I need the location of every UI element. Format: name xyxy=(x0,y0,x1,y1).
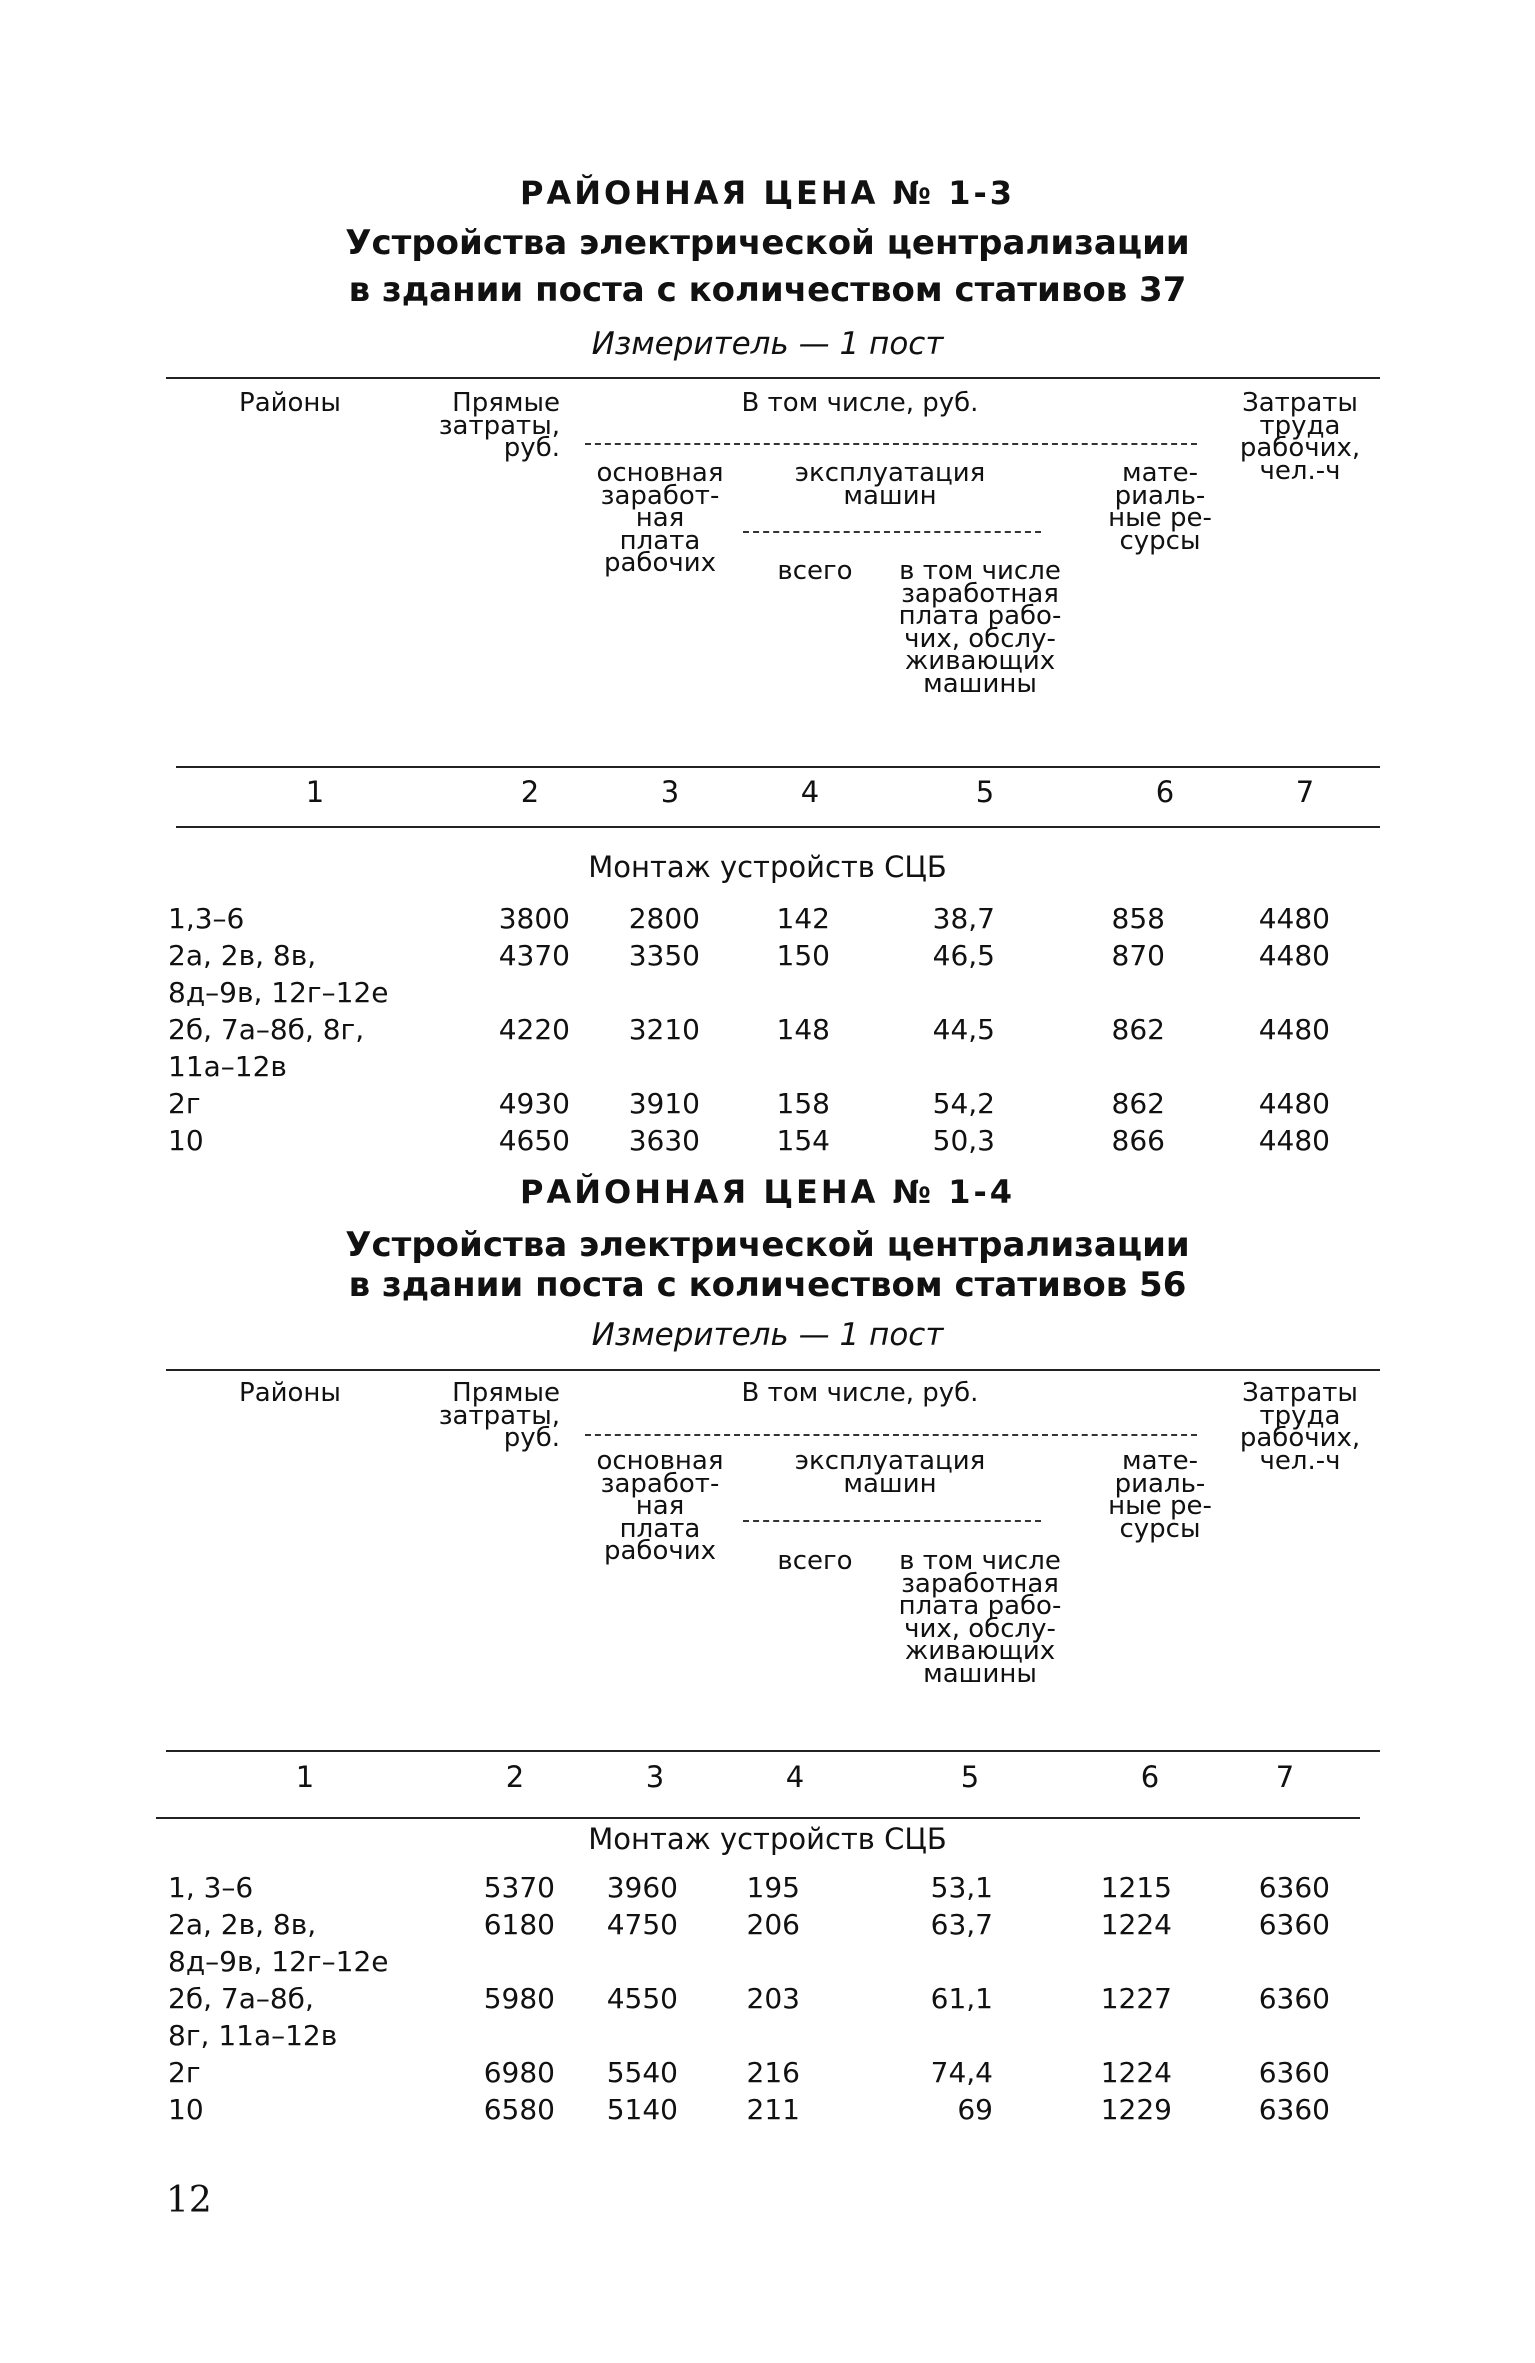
section-title: Монтаж устройств СЦБ xyxy=(588,850,947,884)
total-cell: 206 xyxy=(746,1908,800,1941)
header-machine-operation: эксплуатация машин xyxy=(794,1446,986,1499)
numbers-bottom-rule xyxy=(176,826,1380,828)
materials-cell: 866 xyxy=(1111,1124,1165,1157)
total-cell: 150 xyxy=(776,939,830,972)
direct-cell: 6580 xyxy=(483,2093,555,2126)
region-cell: 2б, 7а–8б, 8г, 11а–12в xyxy=(168,1982,338,2052)
table-title: РАЙОННАЯ ЦЕНА № 1-3 xyxy=(520,174,1015,212)
machine-wage-cell: 44,5 xyxy=(932,1013,995,1046)
total-cell: 154 xyxy=(776,1124,830,1157)
header-materials: мате- риаль- ные ре- сурсы xyxy=(1108,458,1212,556)
machine-wage-cell: 54,2 xyxy=(932,1087,995,1120)
labor-cell: 4480 xyxy=(1258,1087,1330,1120)
header-dashed-rule xyxy=(585,1434,1197,1436)
wage-cell: 3350 xyxy=(628,939,700,972)
materials-cell: 870 xyxy=(1111,939,1165,972)
col-number-2: 2 xyxy=(505,1760,525,1794)
page-number: 12 xyxy=(166,2180,212,2221)
measure-unit: Измеритель — 1 пост xyxy=(591,1317,944,1353)
header-regions: Районы xyxy=(239,388,341,418)
header-labor: Затраты труда рабочих, чел.-ч xyxy=(1239,388,1361,486)
total-cell: 148 xyxy=(776,1013,830,1046)
wage-cell: 3910 xyxy=(628,1087,700,1120)
direct-cell: 6980 xyxy=(483,2056,555,2089)
machine-dashed-rule xyxy=(743,1520,1041,1522)
col-number-3: 3 xyxy=(645,1760,665,1794)
wage-cell: 4750 xyxy=(606,1908,678,1941)
header-bottom-rule xyxy=(166,1750,1380,1752)
header-direct-costs: Прямые затраты, руб. xyxy=(438,1378,560,1453)
wage-cell: 2800 xyxy=(628,902,700,935)
region-cell: 2б, 7а–8б, 8г, 11а–12в xyxy=(168,1013,365,1083)
total-cell: 203 xyxy=(746,1982,800,2015)
header-machine-operation: эксплуатация машин xyxy=(794,458,986,511)
col-number-5: 5 xyxy=(975,775,995,809)
wage-cell: 4550 xyxy=(606,1982,678,2015)
col-number-2: 2 xyxy=(520,775,540,809)
total-cell: 142 xyxy=(776,902,830,935)
total-cell: 216 xyxy=(746,2056,800,2089)
total-cell: 211 xyxy=(746,2093,800,2126)
col-number-7: 7 xyxy=(1295,775,1315,809)
materials-cell: 1224 xyxy=(1100,1908,1172,1941)
direct-cell: 4650 xyxy=(498,1124,570,1157)
header-basic-wage: основная заработ- ная плата рабочих xyxy=(596,458,724,578)
labor-cell: 6360 xyxy=(1258,2056,1330,2089)
col-number-1: 1 xyxy=(295,1760,315,1794)
header-machine-wage: в том числе заработная плата рабо- чих, обслу- живающих машины xyxy=(898,556,1062,699)
header-regions: Районы xyxy=(239,1378,341,1408)
region-cell: 10 xyxy=(168,1124,204,1157)
machine-wage-cell: 46,5 xyxy=(932,939,995,972)
measure-unit: Измеритель — 1 пост xyxy=(591,326,944,362)
table-subtitle-line-1: Устройства электрической централизации xyxy=(345,1225,1190,1265)
header-direct-costs: Прямые затраты, руб. xyxy=(438,388,560,463)
materials-cell: 1224 xyxy=(1100,2056,1172,2089)
labor-cell: 6360 xyxy=(1258,1871,1330,1904)
materials-cell: 858 xyxy=(1111,902,1165,935)
wage-cell: 5540 xyxy=(606,2056,678,2089)
header-bottom-rule xyxy=(176,766,1380,768)
labor-cell: 6360 xyxy=(1258,1982,1330,2015)
col-number-4: 4 xyxy=(785,1760,805,1794)
section-title: Монтаж устройств СЦБ xyxy=(588,1822,947,1856)
machine-wage-cell: 74,4 xyxy=(930,2056,993,2089)
col-number-7: 7 xyxy=(1275,1760,1295,1794)
machine-wage-cell: 69 xyxy=(957,2093,993,2126)
table-top-rule xyxy=(166,377,1380,379)
col-number-3: 3 xyxy=(660,775,680,809)
wage-cell: 5140 xyxy=(606,2093,678,2126)
direct-cell: 3800 xyxy=(498,902,570,935)
numbers-bottom-rule xyxy=(156,1817,1360,1819)
table-subtitle-line-2: в здании поста с количеством стативов 37 xyxy=(348,270,1187,310)
region-cell: 2г xyxy=(168,2056,201,2089)
header-machine-total: всего xyxy=(777,1546,853,1576)
materials-cell: 1227 xyxy=(1100,1982,1172,2015)
labor-cell: 4480 xyxy=(1258,1124,1330,1157)
table-top-rule xyxy=(166,1369,1380,1371)
machine-wage-cell: 38,7 xyxy=(932,902,995,935)
wage-cell: 3630 xyxy=(628,1124,700,1157)
direct-cell: 4220 xyxy=(498,1013,570,1046)
col-number-6: 6 xyxy=(1140,1760,1160,1794)
machine-wage-cell: 63,7 xyxy=(930,1908,993,1941)
direct-cell: 6180 xyxy=(483,1908,555,1941)
total-cell: 158 xyxy=(776,1087,830,1120)
table-subtitle-line-2: в здании поста с количеством стативов 56 xyxy=(348,1265,1187,1305)
direct-cell: 5370 xyxy=(483,1871,555,1904)
wage-cell: 3210 xyxy=(628,1013,700,1046)
table-subtitle-line-1: Устройства электрической централизации xyxy=(345,223,1190,263)
materials-cell: 862 xyxy=(1111,1013,1165,1046)
materials-cell: 1229 xyxy=(1100,2093,1172,2126)
header-dashed-rule xyxy=(585,443,1197,445)
materials-cell: 1215 xyxy=(1100,1871,1172,1904)
direct-cell: 4370 xyxy=(498,939,570,972)
labor-cell: 4480 xyxy=(1258,939,1330,972)
header-including: В том числе, руб. xyxy=(741,1378,979,1408)
region-cell: 1,3–6 xyxy=(168,902,245,935)
machine-wage-cell: 61,1 xyxy=(930,1982,993,2015)
labor-cell: 6360 xyxy=(1258,2093,1330,2126)
machine-wage-cell: 50,3 xyxy=(932,1124,995,1157)
header-including: В том числе, руб. xyxy=(741,388,979,418)
labor-cell: 4480 xyxy=(1258,902,1330,935)
col-number-1: 1 xyxy=(305,775,325,809)
materials-cell: 862 xyxy=(1111,1087,1165,1120)
col-number-6: 6 xyxy=(1155,775,1175,809)
machine-dashed-rule xyxy=(743,531,1041,533)
total-cell: 195 xyxy=(746,1871,800,1904)
table-title: РАЙОННАЯ ЦЕНА № 1-4 xyxy=(520,1173,1015,1211)
header-materials: мате- риаль- ные ре- сурсы xyxy=(1108,1446,1212,1544)
machine-wage-cell: 53,1 xyxy=(930,1871,993,1904)
region-cell: 2а, 2в, 8в, 8д–9в, 12г–12е xyxy=(168,939,389,1009)
region-cell: 2г xyxy=(168,1087,201,1120)
header-machine-wage: в том числе заработная плата рабо- чих, обслу- живающих машины xyxy=(898,1546,1062,1689)
region-cell: 1, 3–6 xyxy=(168,1871,254,1904)
header-basic-wage: основная заработ- ная плата рабочих xyxy=(596,1446,724,1566)
wage-cell: 3960 xyxy=(606,1871,678,1904)
col-number-4: 4 xyxy=(800,775,820,809)
col-number-5: 5 xyxy=(960,1760,980,1794)
labor-cell: 6360 xyxy=(1258,1908,1330,1941)
region-cell: 2а, 2в, 8в, 8д–9в, 12г–12е xyxy=(168,1908,389,1978)
header-labor: Затраты труда рабочих, чел.-ч xyxy=(1239,1378,1361,1476)
header-machine-total: всего xyxy=(777,556,853,586)
region-cell: 10 xyxy=(168,2093,204,2126)
direct-cell: 5980 xyxy=(483,1982,555,2015)
labor-cell: 4480 xyxy=(1258,1013,1330,1046)
direct-cell: 4930 xyxy=(498,1087,570,1120)
